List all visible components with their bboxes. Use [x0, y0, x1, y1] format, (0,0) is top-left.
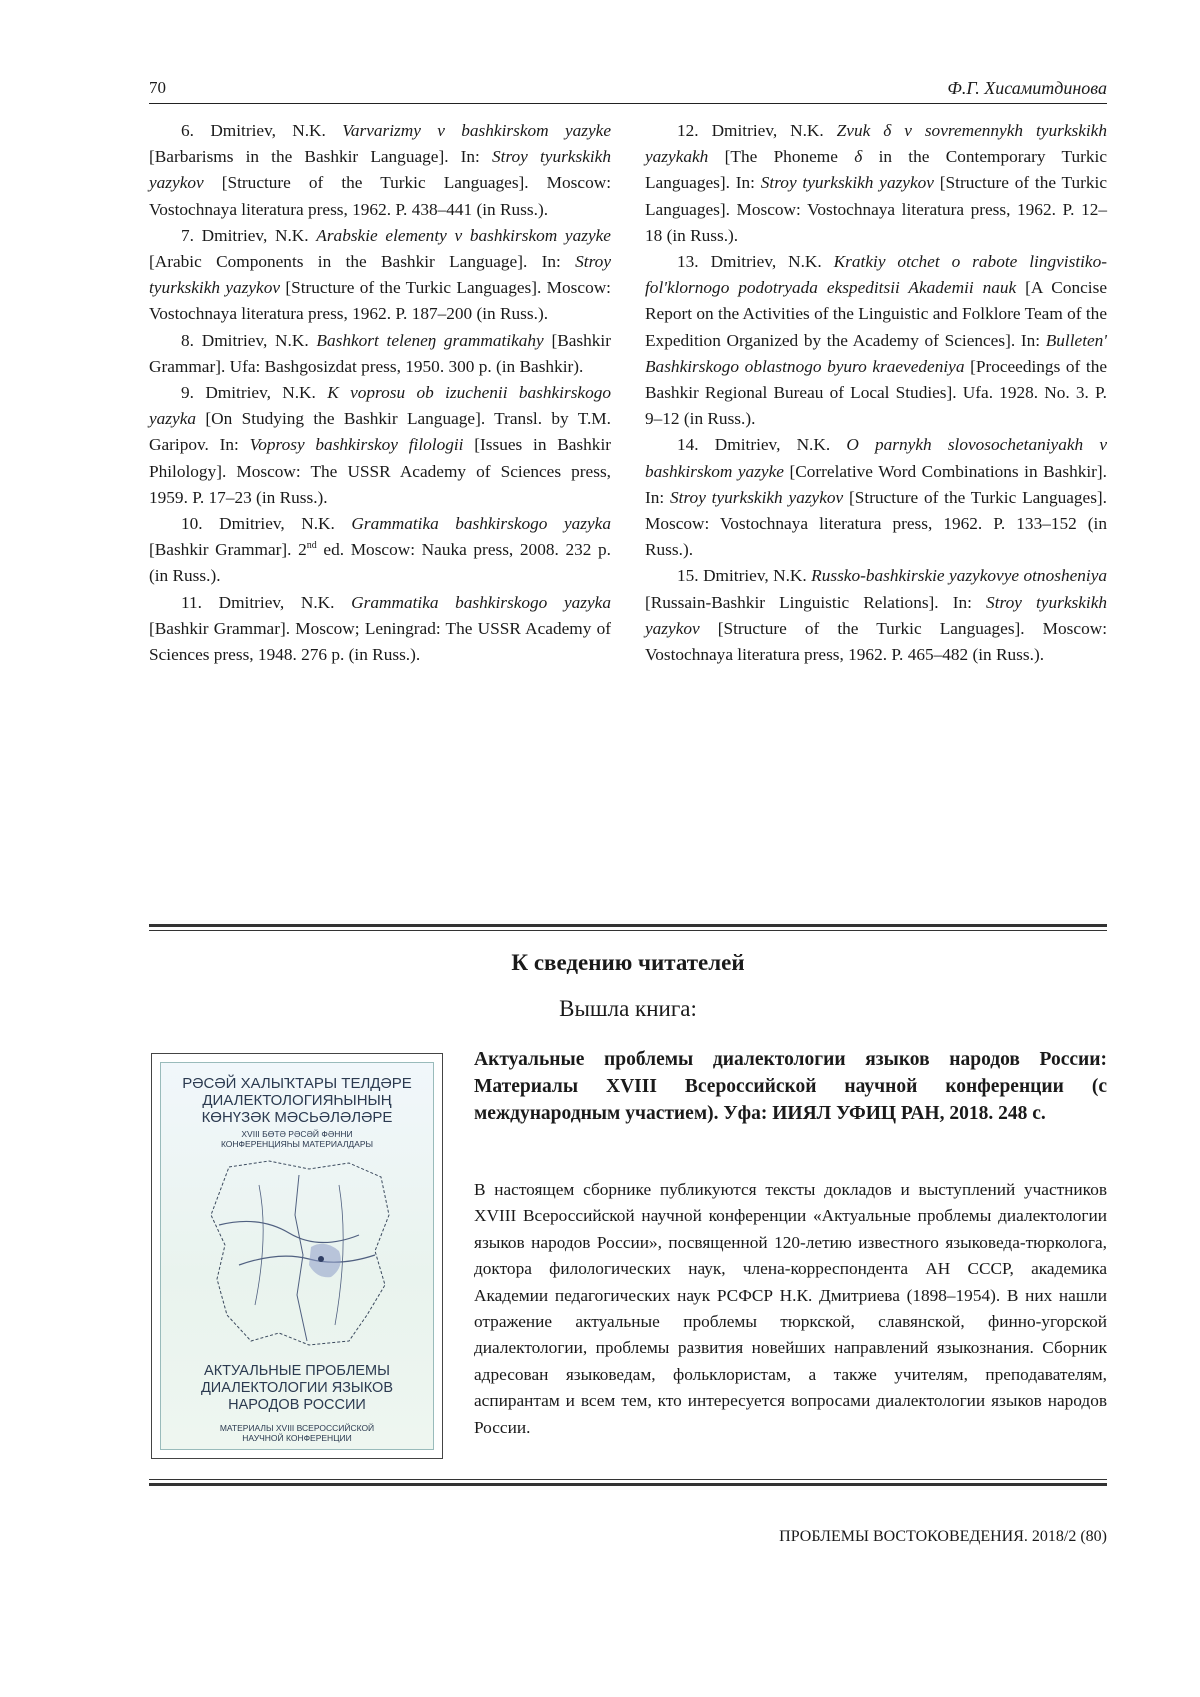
cover-map-illustration [199, 1155, 404, 1351]
book-cover-panel [160, 1062, 434, 1450]
reference-item: 15. Dmitriev, N.K. Russko-bashkirskie yazykovye otnosheniya [Russain-Bashkir Linguistic Relations]. In: Stroy tyurkskikh yazykov [Structure of the Turkic Languages]. Moscow: Vostochnaya literatura press, 1962. P. 465–482 (in Russ.). [645, 566, 1108, 665]
book-description: В настоящем сборнике публикуются тексты докладов и выступлений участников XVIII Всероссийской научной конференции «Актуальные проблемы диалектологии языков народов России», посвященной 120-летию известного языковеда-тюрколога, доктора филологических наук, члена-корреспондента АН СССР, академика Академии педагогических наук РСФСР Н.К. Дмитриева (1898–1954). В них нашли отражение актуальные проблемы тюркской, славянской, финно-угорской диалектологии, проблемы развития новейших направлений языкознания. Сборник адресован языковедам, фольклористам, а также учителям, преподавателям, аспирантам и всем тем, кто интересуется вопросами диалектологии языков народов России. [474, 1180, 1107, 1437]
notice-section-title: К сведению читателей [511, 950, 745, 975]
reference-item: 13. Dmitriev, N.K. Kratkiy otchet o rabote lingvistiko-fol'klornogo podotryada ekspeditsii Akademii nauk [A Concise Report on the Activities of the Linguistic and Folklore Team of the Expedition Organized by the Academy of Sciences]. In: Bulleten' Bashkirskogo oblastnogo byuro kraevedeniya [Proceedings of the Bashkir Regional Bureau of Local Studies]. Ufa. 1928. No. 3. P. 9–12 (in Russ.). [645, 252, 1107, 429]
cover-top-title: РӘСӘЙ ХАЛЫҠТАРЫ ТЕЛДӘРЕ ДИАЛЕКТОЛОГИЯҺЫНЫҢ КӨНҮЗӘК МӘСЬӘЛӘЛӘРЕ [182, 1075, 412, 1126]
reference-item: 8. Dmitriev, N.K. Bashkort teleneŋ grammatikahy [Bashkir Grammar]. Ufa: Bashgosizdat press, 1950. 300 p. (in Bashkir). [149, 330, 611, 376]
notice-bottom-rule-thin [149, 1479, 1107, 1480]
reference-item: 14. Dmitriev, N.K. O parnykh slovosochetaniyakh v bashkirskom yazyke [Correlative Word Combinations in Bashkir]. In: Stroy tyurkskikh yazykov [Structure of the Turkic Languages]. Moscow: Vostochnaya literatura press, 1962. P. 133–152 (in Russ.). [645, 435, 1108, 560]
reference-item: 7. Dmitriev, N.K. Arabskie elementy v bashkirskom yazyke [Arabic Components in the Bashkir Language]. In: Stroy tyurkskikh yazykov [Structure of the Turkic Languages]. Moscow: Vostochnaya literatura press, 1962. P. 187–200 (in Russ.). [149, 225, 611, 324]
references-left-column [149, 118, 611, 668]
page-number: 70 [149, 78, 166, 97]
book-cover-image [151, 1053, 443, 1459]
notice-top-rule-thick [149, 924, 1107, 927]
reference-item: 9. Dmitriev, N.K. K voprosu ob izuchenii bashkirskogo yazyka [On Studying the Bashkir Language]. Transl. by T.M. Garipov. In: Voprosy bashkirskoy filologii [Issues in Bashkir Philology]. Moscow: The USSR Academy of Sciences press, 1959. P. 17–23 (in Russ.). [149, 383, 612, 507]
running-head-author: Ф.Г. Хисамитдинова [947, 78, 1107, 98]
page-header [149, 78, 1107, 104]
references-right-column [645, 118, 1107, 668]
reference-item: 10. Dmitriev, N.K. Grammatika bashkirskogo yazyka [Bashkir Grammar]. 2nd ed. Moscow: Nauka press, 2008. 232 p. (in Russ.). [149, 514, 611, 586]
reference-item: 12. Dmitriev, N.K. Zvuk δ v sovremennykh tyurkskikh yazykakh [The Phoneme δ in the Contemporary Turkic Languages]. In: Stroy tyurkskikh yazykov [Structure of the Turkic Languages]. Moscow: Vostochnaya literatura press, 1962. P. 12–18 (in Russ.). [645, 121, 1108, 245]
notice-top-rule-thin [149, 930, 1107, 931]
cover-top-subtitle: XVIII БӨТӘ РӘСӘЙ ФӘННИ КОНФЕРЕНЦИЯҺЫ МАТЕРИАЛДАРЫ [220, 1129, 374, 1149]
cover-bottom-subtitle: МАТЕРИАЛЫ XVIII ВСЕРОССИЙСКОЙ НАУЧНОЙ КОНФЕРЕНЦИИ [219, 1423, 375, 1443]
journal-footer: ПРОБЛЕМЫ ВОСТОКОВЕДЕНИЯ. 2018/2 (80) [779, 1528, 1107, 1545]
notice-bottom-rule-thick [149, 1483, 1107, 1486]
notice-subtitle: Вышла книга: [559, 996, 697, 1021]
book-title: Актуальные проблемы диалектологии языков народов России: Материалы XVIII Всероссийской научной конференции (с международным участием). Уфа: ИИЯЛ УФИЦ РАН, 2018. 248 с. [474, 1049, 1107, 1124]
reference-item: 6. Dmitriev, N.K. Varvarizmy v bashkirskom yazyke [Barbarisms in the Bashkir Language]. In: Stroy tyurkskikh yazykov [Structure of the Turkic Languages]. Moscow: Vostochnaya literatura press, 1962. P. 438–441 (in Russ.). [149, 121, 612, 219]
cover-bottom-title: АКТУАЛЬНЫЕ ПРОБЛЕМЫ ДИАЛЕКТОЛОГИИ ЯЗЫКОВ НАРОДОВ РОССИИ [200, 1363, 393, 1413]
reference-item: 11. Dmitriev, N.K. Grammatika bashkirskogo yazyka [Bashkir Grammar]. Moscow; Leningrad: The USSR Academy of Sciences press, 1948. 276 p. (in Russ.). [149, 592, 611, 665]
header-rule [149, 103, 1107, 104]
